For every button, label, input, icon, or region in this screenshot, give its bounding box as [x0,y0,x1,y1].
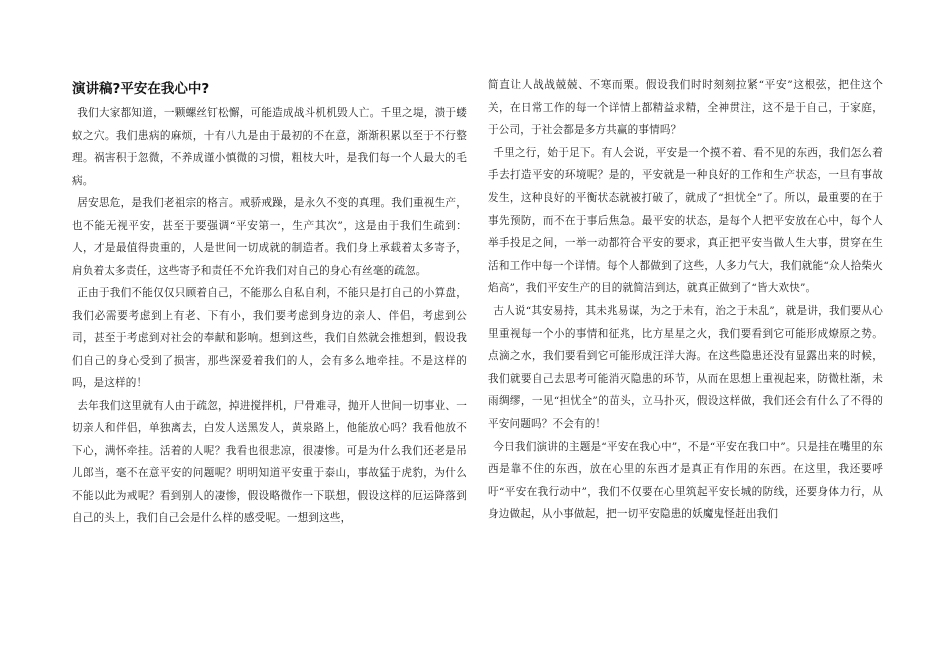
document-title: 演讲稿?平安在我心中? [72,81,210,97]
paragraph: 简直让人战战兢兢、不寒而栗。假设我们时时刻刻拉紧“平安”这根弦，把住这个关，在日常工作的每一个详情上都精益求精，全神贯注，这不是于自己，于家庭，于公司，于社会都是多方共赢的事情吗？ [488,79,883,137]
paragraph: 居安思危，是我们老祖宗的格言。戒骄戒躁，是永久不变的真理。我们重视生产，也不能无视平安，甚至于要强调“平安第一，生产其次”，这是由于我们生疏到：人，才是最值得贵重的，人是世间一切成就的制造者。我们身上承载着太多寄予，肩负着太多责任，这些寄予和责任不允许我们对自己的身心有丝毫的疏忽。 [72,197,467,277]
paragraph: 去年我们这里就有人由于疏忽，掉进搅拌机，尸骨难寻，抛开人世间一切事业、一切亲人和伴侣，单独离去，白发人送黑发人，黄泉路上，他能放心吗？我看他放不下心，满怀牵挂。活着的人呢？我看也很悲凉，很凄惨。可是为什么我们还老是吊儿郎当，毫不在意平安的问题呢？明明知道平安重于泰山，事故猛于虎豹，为什么不能以此为戒呢？看到别人的凄惨，假设略微作一下联想，假设这样的厄运降落到自己的头上，我们自己会是什么样的感受呢。一想到这些， [72,399,467,524]
right-column [488,74,883,526]
paragraph: 我们大家都知道，一颗螺丝钉松懈，可能造成战斗机机毁人亡。千里之堤，溃于蝼蚁之穴。我们患病的麻烦，十有八九是由于最初的不在意，渐渐积累以至于不行整理。祸害积于忽微，不养成谨小慎微的习惯，粗枝大叶，是我们每一个人最大的毛病。 [72,107,467,187]
paragraph: 今日我们演讲的主题是“平安在我心中”，不是“平安在我口中”。只是挂在嘴里的东西是靠不住的东西，放在心里的东西才是真正有作用的东西。在这里，我还要呼吁“平安在我行动中”，我们不仅要在心里筑起平安长城的防线，还要身体力行，从身边做起，从小事做起，把一切平安隐患的妖魔鬼怪赶出我们 [488,440,883,521]
left-column [72,80,467,530]
paragraph: 千里之行，始于足下。有人会说，平安是一个摸不着、看不见的东西，我们怎么着手去打造平安的环境呢？是的，平安就是一种良好的工作和生产状态，一旦有事故发生，这种良好的平衡状态就被打破了，就成了“担忧全”了。所以，最重要的在于事先预防，而不在于事后焦急。最平安的状态，是每个人把平安放在心中，每个人举手投足之间，一举一动都符合平安的要求，真正把平安当做人生大事，贯穿在生活和工作中每一个详情。每个人都做到了这些，人多力气大，我们就能“众人拾柴火焰高”，我们平安生产的目的就简洁到达，就真正做到了“皆大欢快”。 [488,146,883,295]
paragraph: 古人说“其安易持，其未兆易谋，为之于未有，治之于未乱”，就是讲，我们要从心里重视每一个小的事情和征兆，比方星星之火，我们要看到它可能形成燎原之势。点滴之水，我们要看到它可能形成汪洋大海。在这些隐患还没有显露出来的时候，我们就要自己去思考可能消灭隐患的环节，从而在思想上重视起来，防微杜渐，未雨绸缪，一见“担忧全”的苗头，立马扑灭，假设这样做，我们还会有什么了不得的平安问题吗？不会有的！ [488,304,883,430]
paragraph: 正由于我们不能仅仅只顾着自己，不能那么自私自利，不能只是打自己的小算盘，我们必需要考虑到上有老、下有小，我们要考虑到身边的亲人、伴侣，考虑到公司，甚至于考虑到对社会的奉献和影响。想到这些，我们自然就会推想到，假设我们自己的身心受到了损害，那些深爱着我们的人，会有多么地牵挂。不是这样的吗，是这样的！ [72,287,467,389]
